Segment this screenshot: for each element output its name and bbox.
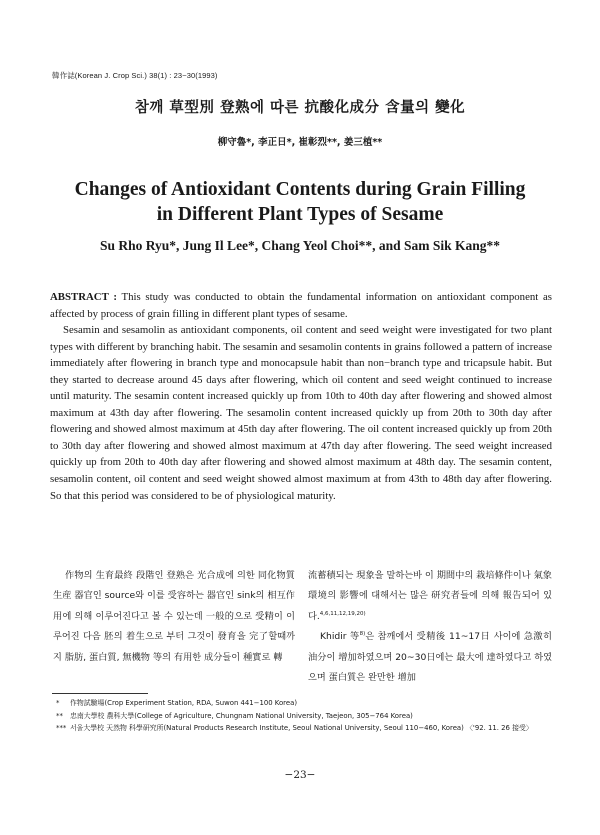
body-text-author: Khidir 等 [320, 631, 360, 643]
abstract-paragraph-1 [50, 289, 552, 322]
footnote-3 [56, 722, 552, 735]
english-authors: Su Rho Ryu*, Jung Il Lee*, Chang Yeol Choi**, and Sam Sik Kang** [99, 238, 500, 253]
body-paragraph-2 [308, 627, 552, 688]
footnote-text: 서울大學校 天然物 科學研究所(Natural Products Research Institute, Seoul National University, Seoul 110−460, Korea) 〈'92. 11. 26 接受〉 [70, 724, 533, 733]
footnote-2 [56, 710, 552, 723]
footnote-mark: *** [56, 724, 67, 733]
footnote-divider [52, 693, 148, 694]
body-text-continued: 流蓄積되는 現象을 말하는바 이 期間中의 栽培條件이나 氣象環境의 影響에 대해서는 많은 研究者들에 의해 報告되어 있다. [308, 570, 552, 622]
body-right-column [308, 566, 552, 688]
footnotes [56, 697, 552, 735]
abstract-paragraph-2: Sesamin and sesamolin as antioxidant components, oil content and seed weight were investigated for two plant types with different by branching habit. The sesamin and sesamolin contents in grains followed a pattern of increase immediately after flowering in branch type and monocapsule habit than non−branch type and tricapsule habit. But they started to decrease around 45 days after flowering, which oil content and seed weight continued to increase until maturity. The sesamin content increased quickly up from 10th to 40th day after flowering and showed almost maximum at 43th day after flowering. The sesamolin content increased quickly up from 20th to 30th day after flowering and showed almost maximum at 45th day after flowering. The oil content increased quickly up from 20th to 30th day after flowering and showed almost maximum at 47th day after flowering. The seed weight increased quickly up from 20th to 40th day after flowering and showed almost maximum at 48th day. The sesamin content, sesamolin content, oil content and seed weight showed almost maximum at from 43th to 48th day after flowering. So that this period was considered to be of physiological maturity. [50, 324, 552, 502]
body-paragraph-1-continued [308, 566, 552, 627]
korean-authors: 柳守魯*, 李正日*, 崔彰烈**, 姜三植** [217, 137, 383, 148]
english-title-line-1: Changes of Antioxidant Contents during Grain Filling [74, 179, 526, 200]
footnote-text: 作物試驗場(Crop Experiment Station, RDA, Suwon 441−100 Korea) [70, 699, 298, 707]
abstract-text-1: This study was conducted to obtain the fundamental information on antioxidant component as affected by process of grain filling in different plant types of sesame. [50, 291, 552, 320]
body-text-rest: 은 참깨에서 受精後 11~17日 사이에 急激히 油分이 增加하였으며 20~30日에는 最大에 達하였다고 하였으며 蛋白質은 완만한 增加 [308, 631, 552, 684]
footnote-1 [56, 697, 552, 710]
abstract-label: ABSTRACT : [50, 291, 117, 303]
footnote-text: 忠南大學校 農科大學(College of Agriculture, Chungnam National University, Taejeon, 305−764 Korea) [70, 711, 413, 720]
english-title [0, 177, 600, 227]
journal-header: 韓作誌(Korean J. Crop Sci.) 38(1) : 23~30(1993) [52, 71, 218, 80]
citation-ref: 4,6,11,12,19,20) [319, 610, 366, 617]
footnote-mark: ** [56, 711, 63, 720]
abstract [50, 289, 552, 504]
korean-title: 참깨 草型別 登熟에 따른 抗酸化成分 含量의 變化 [134, 100, 466, 116]
body-paragraph-1: 作物의 生育最終 段階인 登熟은 光合成에 의한 同化物質 生産 器官인 source와 이를 受容하는 器官인 sink의 相互作用에 의해 이루어진다고 볼 수 있는데 一般的으로 受精이 이루어진 다음 胚의 着生으로 부터 그것이 發育을 完了할때까지 脂肪, 蛋白質, 無機物 等의 有用한 成分들이 種實로 轉 [53, 570, 295, 663]
page-number: −23− [284, 769, 316, 781]
english-title-line-2: in Different Plant Types of Sesame [156, 204, 444, 225]
footnote-mark: * [56, 699, 60, 707]
citation-ref: 8) [359, 631, 366, 638]
body-left-column [53, 566, 295, 668]
